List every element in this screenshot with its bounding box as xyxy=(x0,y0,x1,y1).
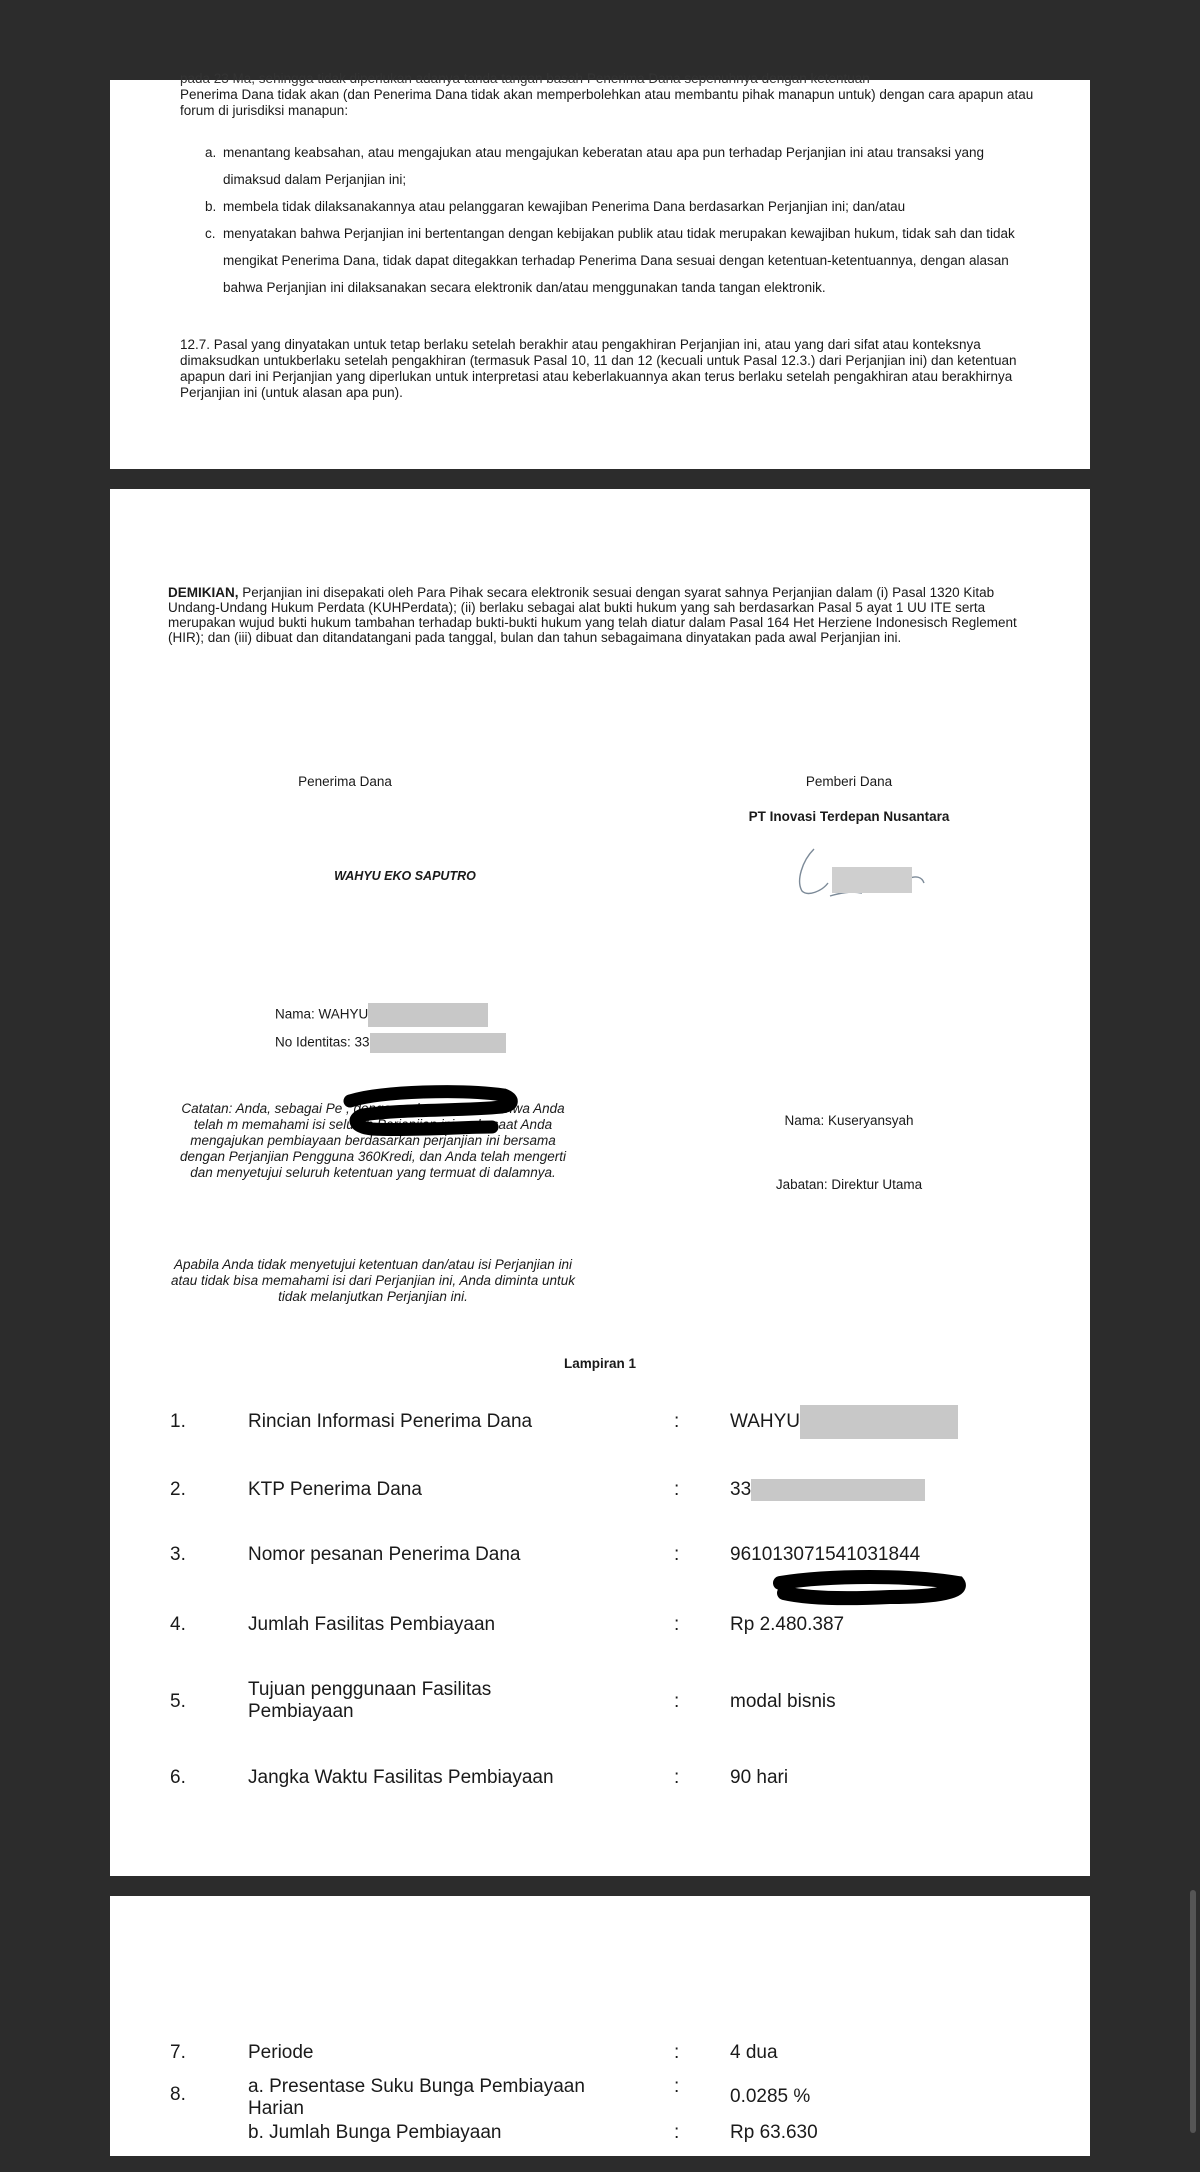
list-item: b. membela tidak dilaksanakannya atau pelanggaran kewajiban Penerima Dana berdasarkan Perjanjian ini; dan/atau xyxy=(205,199,906,214)
table-row: 1. Rincian Informasi Penerima Dana : WAHYU xyxy=(170,1411,1050,1461)
closing-paragraph xyxy=(168,585,1038,645)
document-page-2 xyxy=(110,489,1090,1876)
disagree-note: Apabila Anda tidak menyetujui ketentuan dan/atau isi Perjanjian ini atau tidak bisa memahami isi dari Perjanjian ini, Anda diminta untuk tidak melanjutkan Perjanjian ini. xyxy=(171,1257,575,1304)
table-row: 3. Nomor pesanan Penerima Dana : 961013071541031844 xyxy=(170,1544,921,1565)
lampiran-title: Lampiran 1 xyxy=(563,1356,637,1371)
clause-list xyxy=(205,139,1045,301)
redaction-scribble-icon xyxy=(770,1569,970,1609)
table-row: 4. Jumlah Fasilitas Pembiayaan : Rp 2.480.387 xyxy=(170,1614,845,1635)
redaction-box xyxy=(800,1405,958,1439)
giver-title: Jabatan: Direktur Utama xyxy=(775,1177,923,1192)
table-row: 2. KTP Penerima Dana : 33 xyxy=(170,1479,1050,1529)
giver-heading: Pemberi Dana xyxy=(805,774,893,789)
signature-icon xyxy=(782,841,942,911)
list-item: a. menantang keabsahan, atau mengajukan atau mengajukan keberatan atau apa pun terhadap Perjanjian ini atau transaksi yang dimaksud dalam Perjanjian ini; xyxy=(205,145,985,187)
table-row: 8. a. Presentase Suku Bunga Pembiayaan Harian : 0.0285 % xyxy=(170,2076,811,2119)
redaction-scribble-icon xyxy=(342,1087,518,1137)
closing-text: Perjanjian ini disepakati oleh Para Pihak secara elektronik sesuai dengan syarat sahnya Perjanjian dalam (i) Pasal 1320 Kitab Undang-Undang Hukum Perdata (KUHPerdata); (ii) berlaku sebagai alat bukti hukum yang sah berdasarkan Pasal 5 ayat 1 UU ITE serta merupakan wujud bukti hukum tambahan terhadap bukti-bukti hukum yang telah diatur dalam Pasal 164 Het Herziene Indonesisch Reglement (HIR); dan (iii) dibuat dan ditandatangani pada tanggal, bulan dan tahun sebagaimana dinyatakan pada awal Perjanjian ini. xyxy=(168,585,1017,645)
table-row: 5. Tujuan penggunaan Fasilitas Pembiayaan : modal bisnis xyxy=(170,1679,836,1722)
list-item: c. menyatakan bahwa Perjanjian ini bertentangan dengan kebijakan publik atau tidak merupakan kewajiban hukum, tidak sah dan tidak mengikat Penerima Dana, tidak dapat ditegakkan terhadap Penerima Dana sesuai dengan ketentuan-ketentuannya, dengan alasan bahwa Perjanjian ini dilaksanakan secara elektronik dan/atau menggunakan tanda tangan elektronik. xyxy=(205,226,1015,295)
cut-off-text: pada 23 Ma, sehingga tidak diperlukan adanya tanda tangan basah Penerima Dana sepenuhnya dengan ketentuan xyxy=(180,71,870,86)
recipient-note: Catatan: Anda, sebagai Pe , dengan sah mengakui bahwa Anda telah m memahami isi seluruh Perjanjian ini pada saat Anda mengajukan pembiayaan berdasarkan perjanjian ini bersama dengan Perjanjian Pengguna 360Kredi, dan Anda telah mengerti dan menyetujui seluruh ketentuan yang termuat di dalamnya. xyxy=(179,1101,567,1180)
table-row: b. Jumlah Bunga Pembiayaan : Rp 63.630 xyxy=(248,2122,818,2143)
redaction-box xyxy=(751,1479,925,1501)
document-page-1 xyxy=(110,71,1090,469)
giver-company: PT Inovasi Terdepan Nusantara xyxy=(748,809,950,824)
table-row: 6. Jangka Waktu Fasilitas Pembiayaan : 90 hari xyxy=(170,1767,789,1788)
recipient-name: Nama: WAHYU xyxy=(275,1003,515,1027)
redaction-box xyxy=(368,1003,488,1027)
recipient-id: No Identitas: 33 xyxy=(275,1033,535,1053)
recipient-signature-name: WAHYU EKO SAPUTRO xyxy=(334,869,476,883)
table-row: 7. Periode : 4 dua xyxy=(170,2042,778,2063)
document-page-3 xyxy=(110,1896,1090,2156)
giver-name: Nama: Kuseryansyah xyxy=(784,1113,914,1128)
scrollbar[interactable] xyxy=(1190,1890,1196,2133)
redaction-box xyxy=(370,1033,506,1053)
clause-12-7: 12.7. Pasal yang dinyatakan untuk tetap berlaku setelah berakhir atau pengakhiran Perjanjian ini, atau yang dari sifat atau konteksnya dimaksudkan untukberlaku setelah pengakhiran (termasuk Pasal 10, 11 dan 12 (kecuali untuk Pasal 12.3.) dari Perjanjian ini) dan ketentuan apapun dari ini Perjanjian yang diperlukan untuk interpretasi atau keberlakuannya akan terus berlaku setelah pengakhiran atau berakhirnya Perjanjian ini (untuk alasan apa pun). xyxy=(180,337,1017,400)
intro-paragraph: Penerima Dana tidak akan (dan Penerima Dana tidak akan memperbolehkan atau membantu pihak manapun untuk) dengan cara apapun atau forum di jurisdiksi manapun: xyxy=(180,87,1034,118)
closing-bold: DEMIKIAN, xyxy=(168,585,239,600)
recipient-heading: Penerima Dana xyxy=(298,774,392,789)
